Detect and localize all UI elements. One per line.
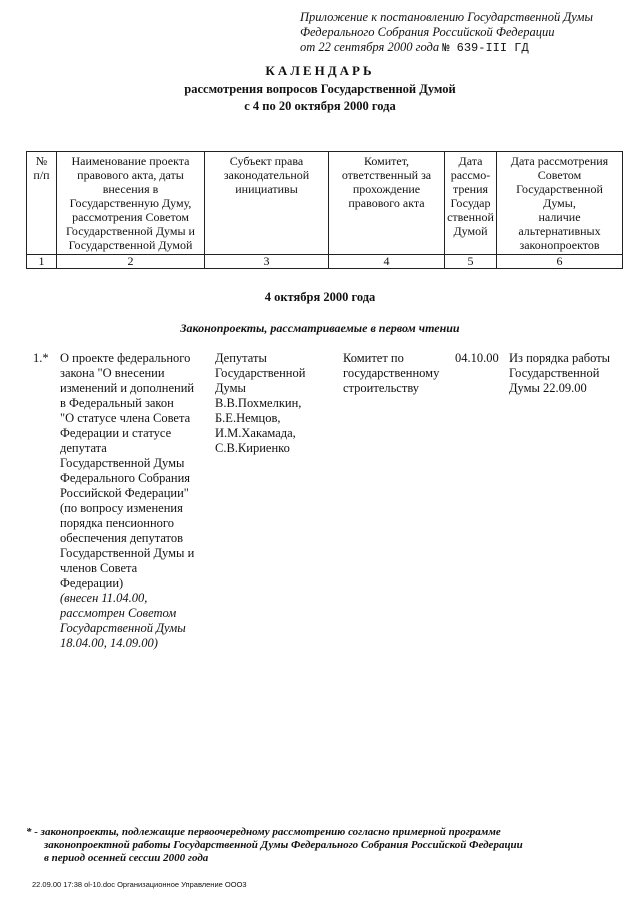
text-line: Наименование проекта (71, 154, 190, 168)
text-line: Думы, (543, 196, 576, 210)
footnote-line: законопроектной работы Государственной Думы Федерального Собрания Российской Федерации (44, 839, 523, 851)
text-line: рассмотрения Советом (72, 210, 189, 224)
appendix-line-1: Приложение к постановлению Государственной Думы (300, 10, 593, 24)
text-line: Думы (215, 381, 246, 395)
text-line: Федерации) (60, 576, 124, 590)
print-footer: 22.09.00 17:38 ol-10.doc Организационное Управление ООО3 (32, 880, 247, 889)
text-line: Комитет, (363, 154, 410, 168)
header-cell (445, 152, 497, 255)
text-line: строительству (343, 381, 420, 395)
header-cell (27, 152, 57, 255)
text-line: порядка пенсионного (60, 516, 174, 530)
header-cell (205, 152, 329, 255)
text-line: членов Совета (60, 561, 138, 575)
text-line: Государ (450, 196, 491, 210)
text-line: государственному (343, 366, 440, 380)
text-line: Государственной (516, 182, 603, 196)
text-line: правового акта (348, 196, 425, 210)
text-line: рассмо- (450, 168, 491, 182)
text-line: законодательной (223, 168, 310, 182)
text-line: Государственную Думу, (69, 196, 192, 210)
text-line: ответственный за (341, 168, 432, 182)
text-line: Государственной Думы (60, 621, 186, 635)
document-period: с 4 по 20 октября 2000 года (244, 99, 396, 113)
text-line: наличие (538, 210, 581, 224)
text-line: О проекте федерального (60, 351, 191, 365)
header-row (27, 152, 623, 255)
text-line: "О статусе члена Совета (60, 411, 191, 425)
text-line: законопроектов (519, 238, 600, 252)
text-line: трения (452, 182, 489, 196)
entry-number: 1.* (33, 351, 49, 365)
appendix-note (300, 10, 630, 56)
text-line: Федерального Собрания (60, 471, 191, 485)
text-line: Комитет по (343, 351, 404, 365)
header-cell (57, 152, 205, 255)
column-number: 5 (445, 255, 497, 269)
text-line: в Федеральный закон (60, 396, 174, 410)
appendix-line-3 (300, 40, 630, 56)
text-line: Дата рассмотрения (510, 154, 609, 168)
footnote-line: * - законопроекты, подлежащие первоочередному рассмотрению согласно примерной программе (26, 826, 501, 838)
text-line: Государственной Думы (60, 456, 185, 470)
text-line: № (35, 154, 48, 168)
text-line: Советом (537, 168, 582, 182)
bill-name (60, 351, 210, 591)
text-line: альтернативных (518, 224, 601, 238)
text-line: (внесен 11.04.00, (60, 591, 148, 605)
text-line: Субъект права (229, 154, 304, 168)
text-line: инициативы (235, 182, 298, 196)
text-line: Из порядка работы (509, 351, 611, 365)
document-subtitle: рассмотрения вопросов Государственной Думой (184, 82, 456, 96)
text-line: Государственной Думы и (60, 546, 195, 560)
text-line: изменений и дополнений (60, 381, 195, 395)
header-cell (497, 152, 623, 255)
text-line: депутата (60, 441, 107, 455)
text-line: И.М.Хакамада, (215, 426, 296, 440)
text-line: (по вопросу изменения (60, 501, 183, 515)
text-line: Федерации и статусе (60, 426, 172, 440)
council-review-info (509, 351, 629, 396)
column-number-row (27, 255, 623, 269)
responsible-committee (343, 351, 453, 396)
text-line: п/п (33, 168, 50, 182)
appendix-line-2: Федерального Собрания Российской Федерации (300, 25, 555, 39)
text-line: Государственной Думой (68, 238, 193, 252)
appendix-date: от 22 сентября 2000 года (300, 40, 440, 54)
bill-title (60, 351, 210, 651)
document-title: КАЛЕНДАРЬ (265, 63, 375, 78)
section-date: 4 октября 2000 года (264, 290, 376, 304)
text-line: Государственной Думы и (66, 224, 195, 238)
calendar-header-table (26, 151, 623, 269)
text-line: Государственной (509, 366, 600, 380)
text-line: С.В.Кириенко (215, 441, 290, 455)
text-line: ственной (447, 210, 494, 224)
text-line: закона "О внесении (60, 366, 165, 380)
resolution-number: № 639-III ГД (442, 41, 529, 55)
header-cell (329, 152, 445, 255)
column-number: 2 (57, 255, 205, 269)
text-line: Думой (453, 224, 488, 238)
text-line: рассмотрен Советом (60, 606, 177, 620)
bill-submission-note (60, 591, 210, 651)
footnote-line: в период осенней сессии 2000 года (44, 852, 209, 864)
text-line: В.В.Похмелкин, (215, 396, 302, 410)
text-line: 18.04.00, 14.09.00) (60, 636, 158, 650)
column-number: 6 (497, 255, 623, 269)
text-line: обеспечения депутатов (60, 531, 184, 545)
duma-review-date: 04.10.00 (455, 351, 499, 365)
text-line: правового акта, даты (77, 168, 184, 182)
text-line: Думы 22.09.00 (509, 381, 587, 395)
text-line: прохождение (352, 182, 421, 196)
text-line: Государственной (215, 366, 306, 380)
text-line: Дата (458, 154, 483, 168)
column-number: 4 (329, 255, 445, 269)
column-number: 1 (27, 255, 57, 269)
text-line: Б.Е.Немцов, (215, 411, 281, 425)
footnote (26, 826, 606, 865)
text-line: Российской Федерации" (60, 486, 189, 500)
text-line: Депутаты (215, 351, 267, 365)
column-number: 3 (205, 255, 329, 269)
text-line: внесения в (102, 182, 159, 196)
initiative-subject (215, 351, 335, 456)
section-subtitle: Законопроекты, рассматриваемые в первом чтении (180, 321, 460, 335)
